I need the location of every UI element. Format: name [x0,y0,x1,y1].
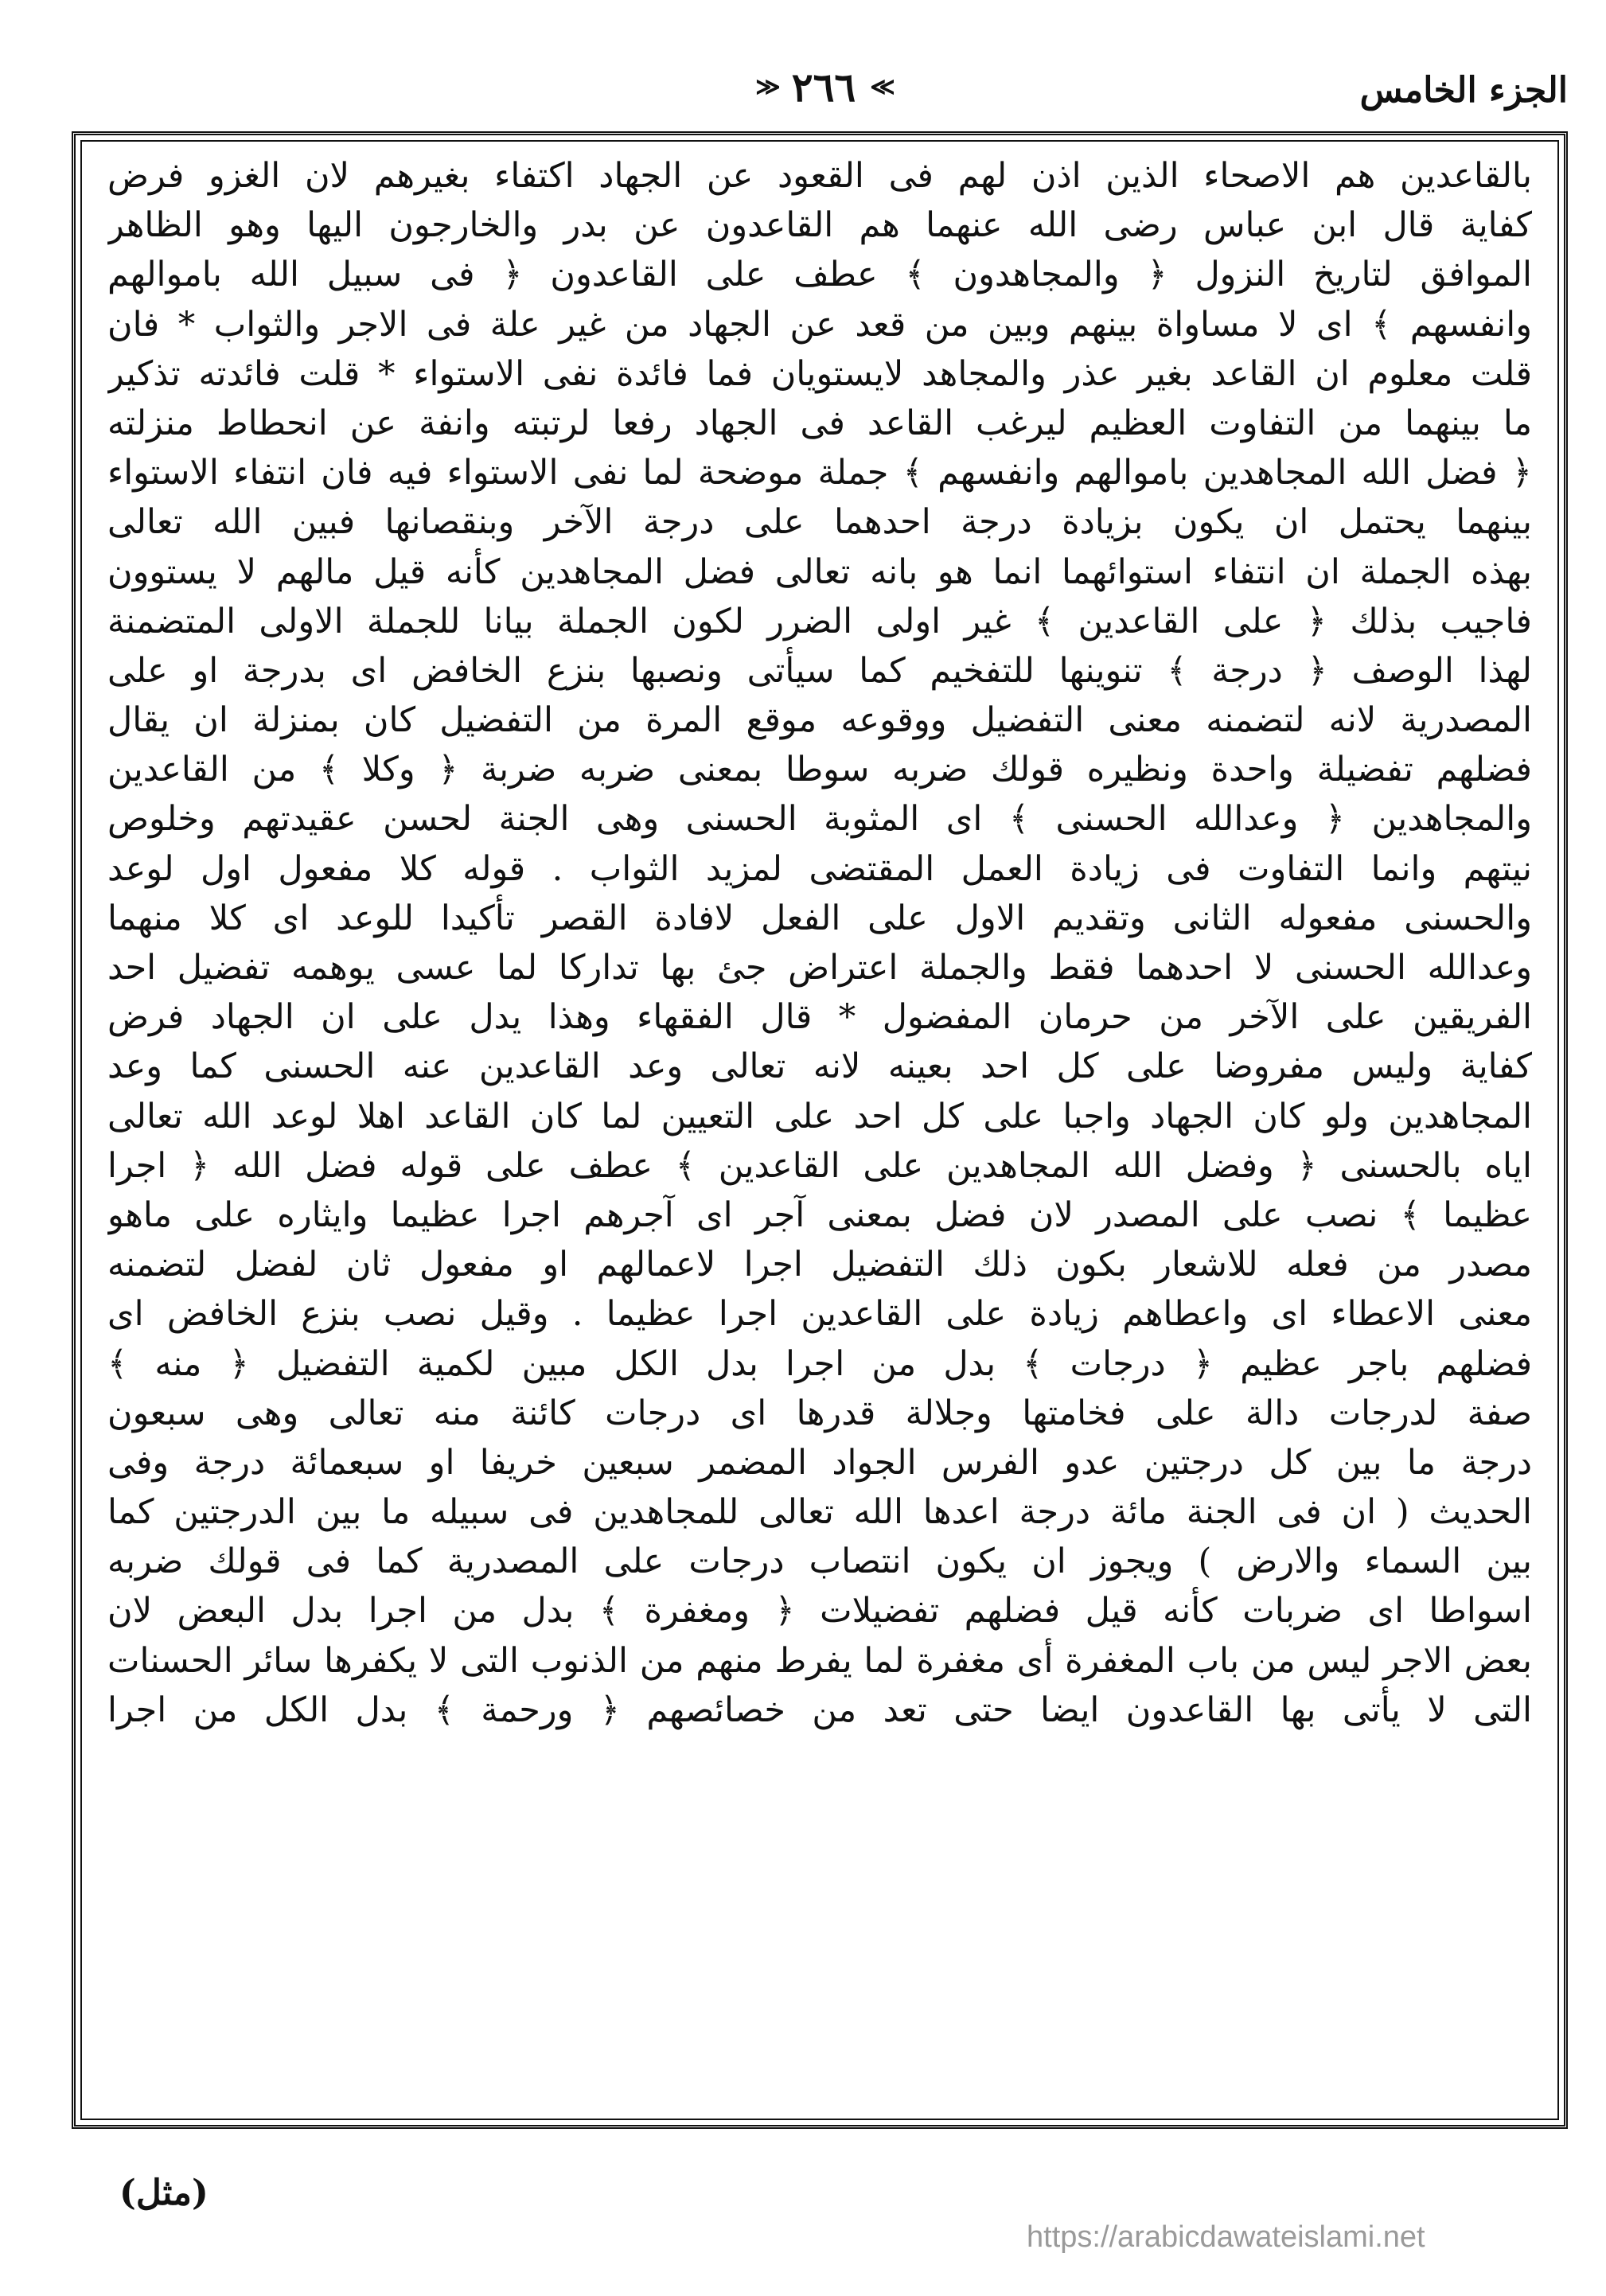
text-line: التى لا يأتى بها القاعدون ايضا حتى تعد من خصائصهم ﴿ ورحمة ﴾ بدل الكل من اجرا [107,1690,1532,1730]
text-line: الفريقين على الآخر من حرمان المفضول * قال الفقهاء وهذا يدل على ان الجهاد فرض [107,997,1532,1038]
volume-label: الجزء الخامس [1359,70,1568,111]
text-line: فضلهم باجر عظيم ﴿ درجات ﴾ بدل من اجرا بدل الكل مبين لكمية التفضيل ﴿ منه ﴾ [107,1343,1532,1384]
text-line: وانفسهم ﴾ اى لا مساواة بينهم وبين من قعد عن الجهاد من غير علة فى الاجر والثواب * فان [107,304,1532,345]
text-body [107,151,1532,2109]
text-line: وعدالله الحسنى لا احدهما فقط والجملة اعتراض جئ بها تداركا لما عسى يوهمه تفضيل احد [107,948,1532,988]
text-line: درجة ما بين كل درجتين عدو الفرس الجواد المضمر سبعين خريفا او سبعمائة درجة وفى [107,1442,1532,1483]
text-line: الحديث ( ان فى الجنة مائة درجة اعدها الله تعالى للمجاهدين فى سبيله ما بين الدرجتين كما [107,1492,1532,1533]
ornament-left-icon: ≫ [870,73,892,101]
text-line: صفة لدرجات دالة على فخامتها وجلالة قدرها اى درجات كائنة منه تعالى وهى سبعون [107,1393,1532,1433]
text-line: ﴿ فضل الله المجاهدين باموالهم وانفسهم ﴾ جملة موضحة لما نفى الاستواء فيه فان انتفاء الاستواء [107,453,1532,493]
text-line: والمجاهدين ﴿ وعدالله الحسنى ﴾ اى المثوبة الحسنى وهى الجنة لحسن عقيدتهم وخلوص [107,799,1532,840]
text-line: معنى الاعطاء اى واعطاهم زيادة على القاعدين اجرا عظيما . وقيل نصب بنزع الخافض اى [107,1294,1532,1335]
text-line: لهذا الوصف ﴿ درجة ﴾ تنوينها للتفخيم كما سيأتى ونصبها بنزع الخافض اى بدرجة او على [107,650,1532,691]
text-line: قلت معلوم ان القاعد بغير عذر والمجاهد لايستويان فما فائدة نفى الاستواء * قلت فائدته تذكير [107,353,1532,394]
text-line: الموافق لتاريخ النزول ﴿ والمجاهدون ﴾ عطف على القاعدون ﴿ فى سبيل الله باموالهم [107,255,1532,295]
text-line: بالقاعدين هم الاصحاء الذين اذن لهم فى القعود عن الجهاد اكتفاء بغيرهم لان الغزو فرض [107,156,1532,196]
text-line: كفاية وليس مفروضا على كل احد بعينه لانه تعالى وعد القاعدين عنه الحسنى كما وعد [107,1047,1532,1087]
text-line: فضلهم تفضيلة واحدة ونظيره قولك ضربه سوطا بمعنى ضربه ضربة ﴿ وكلا ﴾ من القاعدين [107,750,1532,790]
text-frame [72,131,1568,2129]
text-line: ما بينهما من التفاوت العظيم ليرغب القاعد فى الجهاد رفعا لرتبته وانفة عن انحطاط منزلته [107,403,1532,443]
text-line: بينهما يحتمل ان يكون بزيادة درجة احدهما على درجة الآخر وبنقصانها فبين الله تعالى [107,502,1532,543]
text-line: اسواطا اى ضربات كأنه قيل فضلهم تفضيلات ﴿ ومغفرة ﴾ بدل من اجرا بدل البعض لان [107,1591,1532,1631]
text-line: عظيما ﴾ نصب على المصدر لان فضل بمعنى آجر اى آجرهم اجرا عظيما وايثاره على ماهو [107,1195,1532,1235]
text-line: نيتهم وانما التفاوت فى زيادة العمل المقتضى لمزيد الثواب . قوله كلا مفعول اول لوعد [107,848,1532,889]
text-line: بهذه الجملة ان انتفاء استوائهما انما هو بانه تعالى فضل المجاهدين كأنه قيل مالهم لا يستوون [107,552,1532,592]
page-number: ٢٦٦ [791,64,856,111]
page-number-block [755,64,891,111]
text-line: كفاية قال ابن عباس رضى الله عنهما هم القاعدون عن بدر والخارجون اليها وهو الظاهر [107,205,1532,246]
text-line: بين السماء والارض ) ويجوز ان يكون انتصاب درجات على المصدرية كما فى قولك ضربه [107,1542,1532,1582]
text-line: بعض الاجر ليس من باب المغفرة أى مغفرة لما يفرط منهم من الذنوب التى لا يكفرها سائر الحسنات [107,1640,1532,1681]
text-line: المجاهدين ولو كان الجهاد واجبا على كل احد على التعيين لما كان القاعد اهلا لوعد الله تعالى [107,1096,1532,1136]
text-line: مصدر من فعله للاشعار بكون ذلك التفضيل اجرا لاعمالهم او مفعول ثان لفضل لتضمنه [107,1245,1532,1285]
text-line: والحسنى مفعوله الثانى وتقديم الاول على الفعل لافادة القصر تأكيدا للوعد اى كلا منهما [107,898,1532,938]
text-line: اياه بالحسنى ﴿ وفضل الله المجاهدين على القاعدين ﴾ عطف على قوله فضل الله ﴿ اجرا [107,1145,1532,1186]
watermark-url: https://arabicdawateislami.net [1027,2220,1425,2254]
text-line: المصدرية لانه لتضمنه معنى التفضيل ووقوعه موقع المرة من التفضيل كان بمنزلة ان يقال [107,700,1532,741]
text-line: فاجيب بذلك ﴿ على القاعدين ﴾ غير اولى الضرر لكون الجملة بيانا للجملة الاولى المتضمنة [107,601,1532,641]
catchword: (مثل) [119,2173,209,2213]
ornament-right-icon: ≪ [755,73,778,101]
